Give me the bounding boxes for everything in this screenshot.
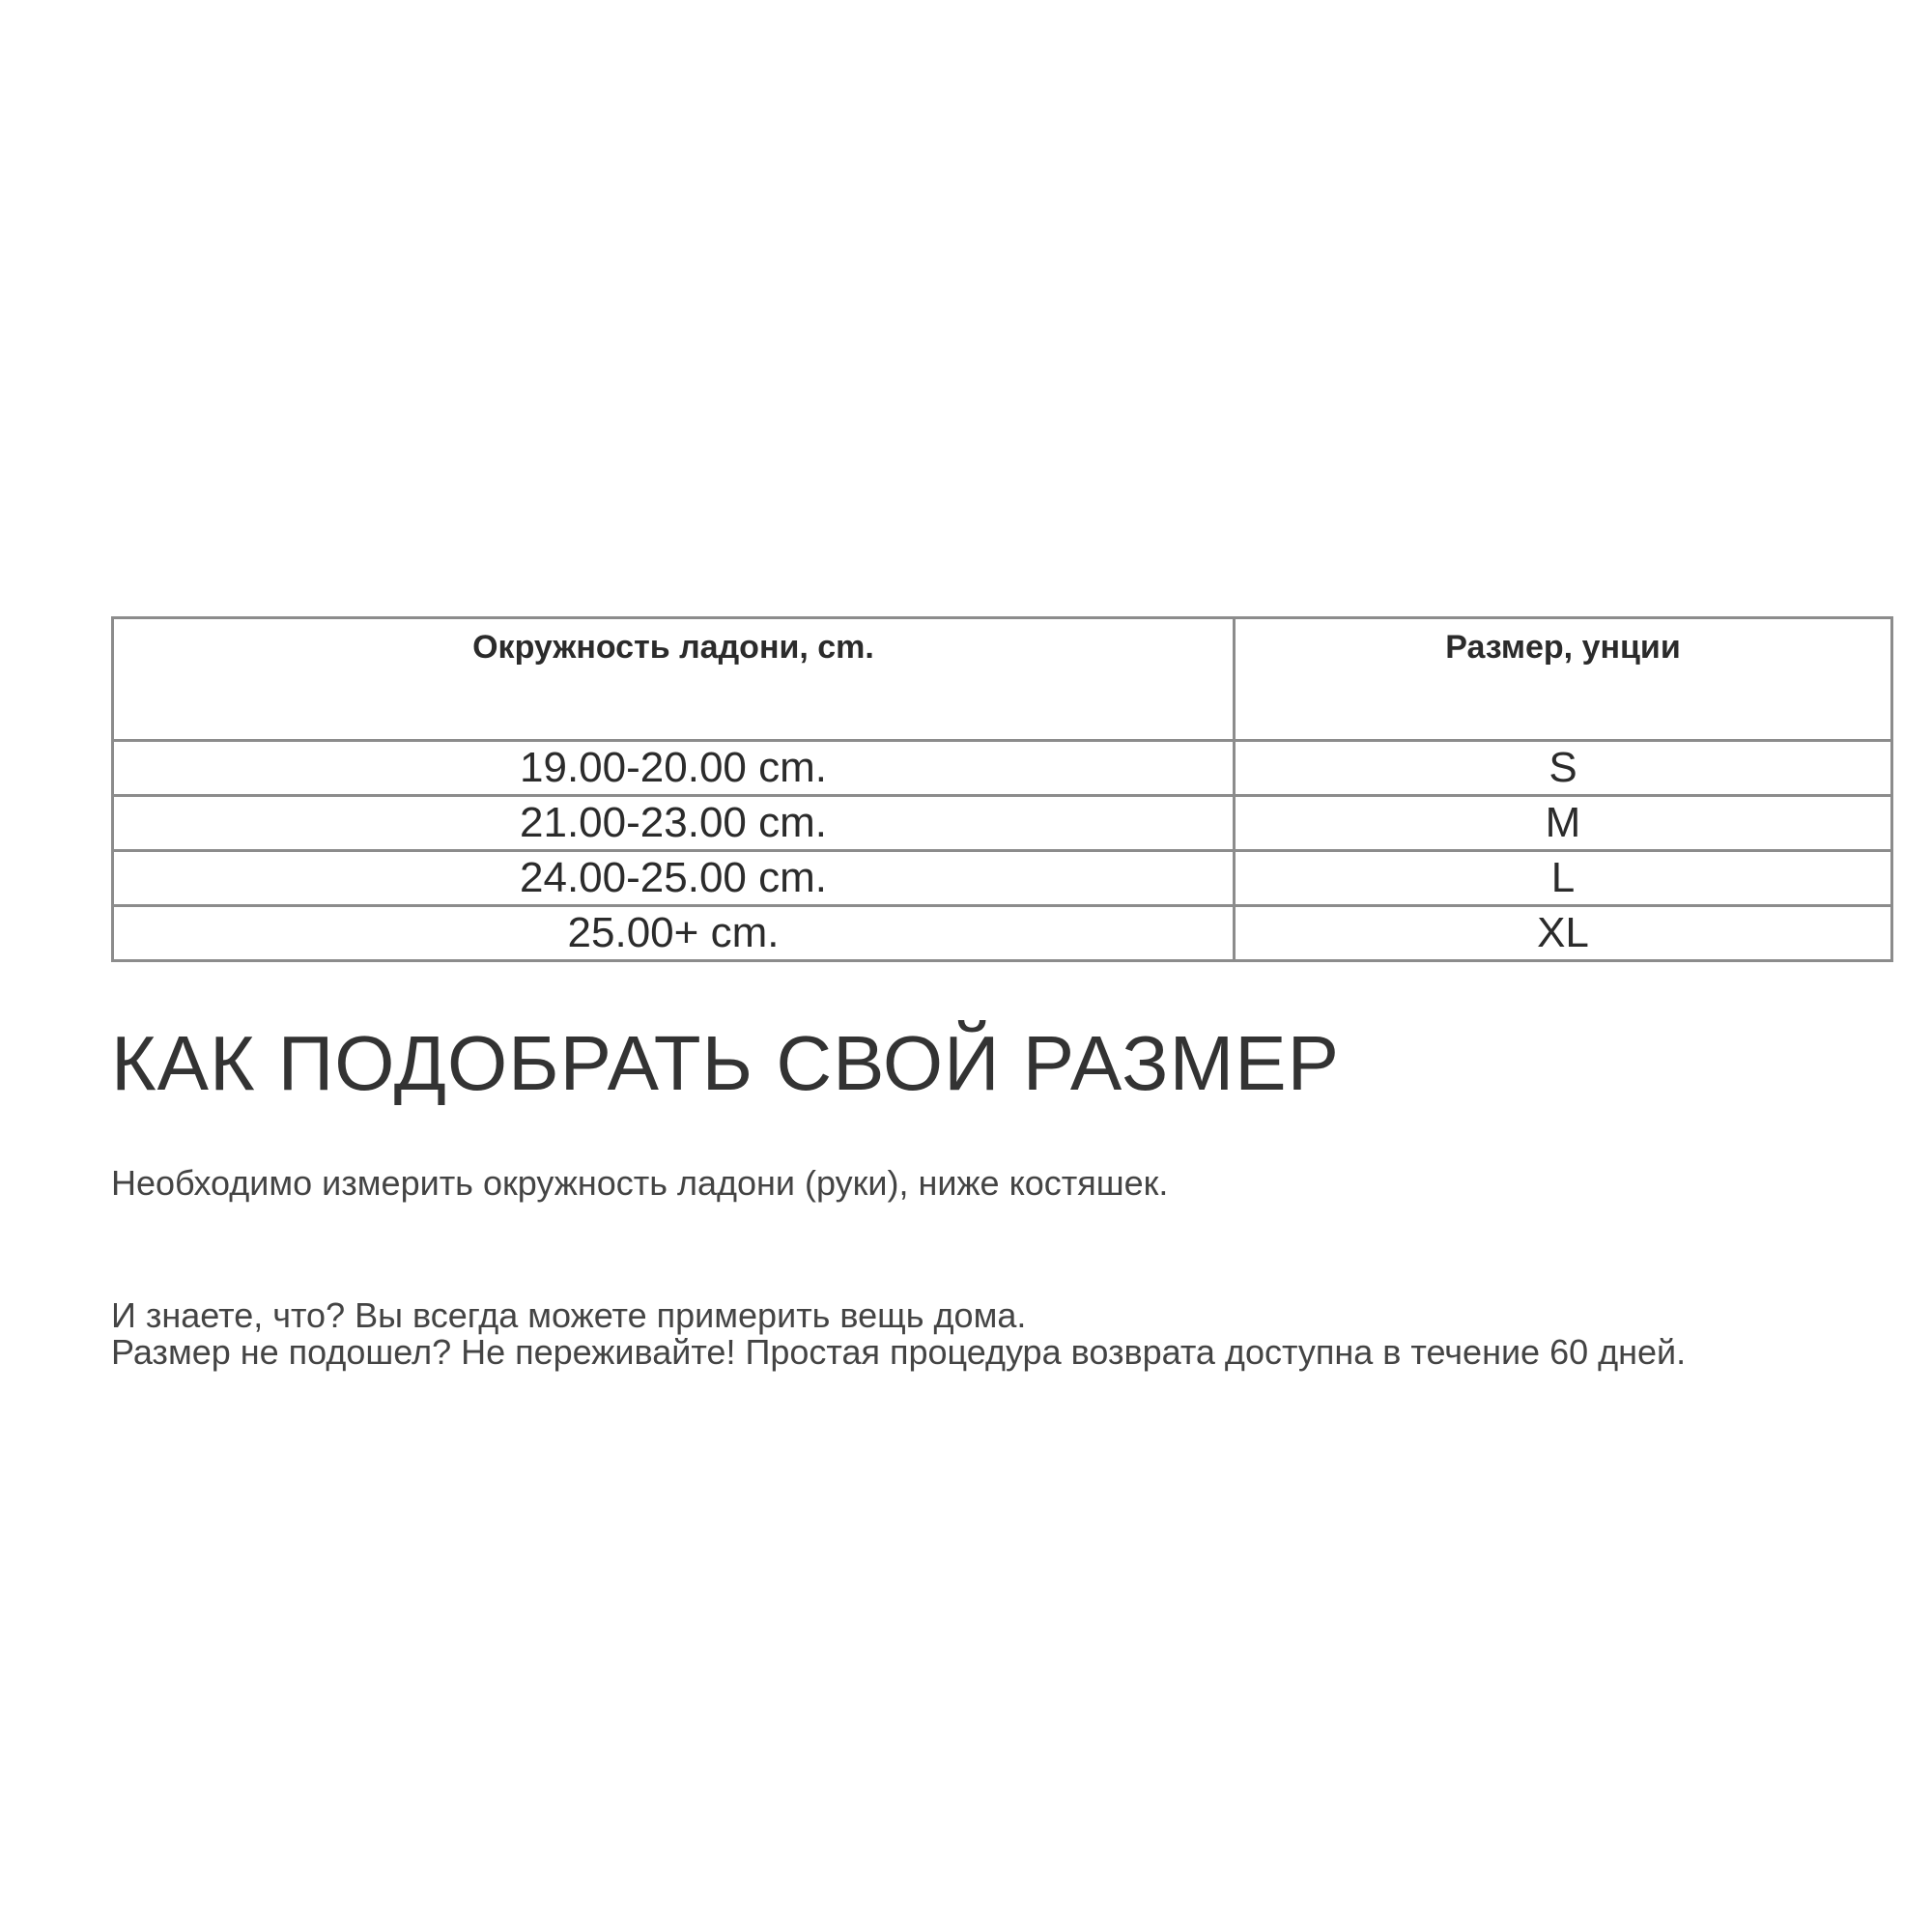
try-at-home-line: И знаете, что? Вы всегда можете примерить вещь дома. xyxy=(111,1295,1027,1335)
return-policy-line: Размер не подошел? Не переживайте! Простая процедура возврата доступна в течение 60 дней. xyxy=(111,1332,1687,1372)
cell-size: L xyxy=(1235,851,1892,906)
cell-circumference: 21.00-23.00 cm. xyxy=(113,796,1235,851)
cell-size: S xyxy=(1235,741,1892,796)
page-heading: КАК ПОДОБРАТЬ СВОЙ РАЗМЕР xyxy=(111,1020,1340,1106)
header-size: Размер, унции xyxy=(1235,618,1892,741)
table-header-row xyxy=(113,618,1892,741)
cell-circumference: 24.00-25.00 cm. xyxy=(113,851,1235,906)
cell-circumference: 19.00-20.00 cm. xyxy=(113,741,1235,796)
cell-size: XL xyxy=(1235,906,1892,961)
size-chart-table xyxy=(111,616,1893,962)
table-row xyxy=(113,796,1892,851)
header-palm-circumference: Окружность ладони, cm. xyxy=(113,618,1235,741)
cell-circumference: 25.00+ cm. xyxy=(113,906,1235,961)
return-policy-text xyxy=(111,1297,1850,1371)
table-row xyxy=(113,851,1892,906)
table-row xyxy=(113,906,1892,961)
table-row xyxy=(113,741,1892,796)
cell-size: M xyxy=(1235,796,1892,851)
measure-instruction-text: Необходимо измерить окружность ладони (руки), ниже костяшек. xyxy=(111,1163,1169,1203)
